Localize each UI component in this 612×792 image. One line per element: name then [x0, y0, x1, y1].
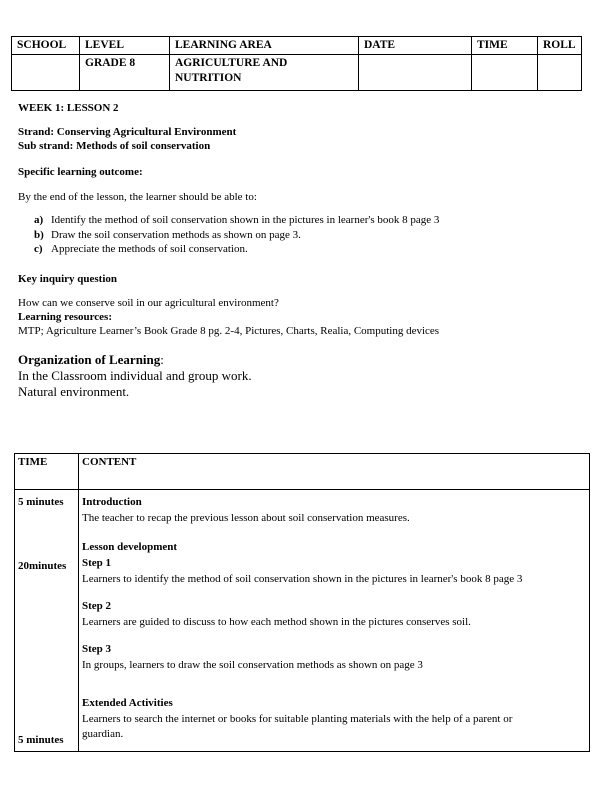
level-value: GRADE 8: [80, 55, 170, 91]
step-3-heading: Step 3: [82, 643, 112, 655]
development-heading: Lesson development: [82, 541, 178, 553]
outcome-text: Identify the method of soil conservation shown in the pictures in learner's book 8 page 3: [51, 214, 440, 226]
roll-value: [538, 55, 582, 91]
learning-area-header: LEARNING AREA: [170, 37, 359, 55]
strand: Strand: Conserving Agricultural Environment: [18, 126, 237, 138]
outcome-key: b): [34, 229, 44, 241]
outcome-key: a): [34, 214, 44, 226]
step-1-text: Learners to identify the method of soil conservation shown in the pictures in learner's book 8 page 3: [82, 573, 523, 585]
school-value: [12, 55, 80, 91]
resources-text: MTP; Agriculture Learner’s Book Grade 8 pg. 2-4, Pictures, Charts, Realia, Computing devices: [18, 325, 440, 337]
date-header: DATE: [359, 37, 472, 55]
time-extended: 5 minutes: [18, 734, 64, 746]
level-header: LEVEL: [80, 37, 170, 55]
step-3-text: In groups, learners to draw the soil conservation methods as shown on page 3: [82, 659, 423, 671]
date-value: [359, 55, 472, 91]
resources-heading: Learning resources:: [18, 311, 112, 323]
time-intro: 5 minutes: [18, 496, 64, 508]
plan-content-header: CONTENT: [82, 456, 137, 468]
time-value: [472, 55, 538, 91]
organization-colon: :: [160, 352, 164, 367]
kiq-text: How can we conserve soil in our agricultural environment?: [18, 297, 279, 309]
outcome-key: c): [34, 243, 43, 255]
learning-area-value: AGRICULTURE AND NUTRITION: [170, 55, 359, 91]
header-values-row: [12, 55, 582, 91]
outcome-text: Draw the soil conservation methods as shown on page 3.: [51, 229, 301, 241]
outcome-text: Appreciate the methods of soil conservation.: [51, 243, 248, 255]
organization-line-1: In the Classroom individual and group work.: [18, 368, 252, 383]
extended-heading: Extended Activities: [82, 697, 173, 709]
step-2-heading: Step 2: [82, 600, 112, 612]
intro-text: The teacher to recap the previous lesson about soil conservation measures.: [82, 512, 410, 524]
plan-time-header: TIME: [18, 456, 48, 468]
outcome-item: [34, 214, 439, 226]
step-1-heading: Step 1: [82, 557, 112, 569]
extended-text-1: Learners to search the internet or books for suitable planting materials with the help of a parent or: [82, 713, 513, 725]
header-table: [11, 36, 582, 91]
intro-heading: Introduction: [82, 496, 142, 508]
header-row: [12, 37, 582, 55]
slo-intro: By the end of the lesson, the learner should be able to:: [18, 191, 257, 203]
outcome-item: [34, 229, 301, 241]
organization-line-2: Natural environment.: [18, 384, 130, 399]
organization-heading: [18, 352, 164, 368]
plan-content-header-cell: [79, 454, 590, 490]
kiq-heading: Key inquiry question: [18, 273, 118, 285]
organization-title: Organization of Learning: [18, 352, 161, 367]
slo-heading: Specific learning outcome:: [18, 166, 143, 178]
extended-text-2: guardian.: [82, 728, 124, 740]
week-lesson: WEEK 1: LESSON 2: [18, 102, 119, 114]
plan-time-cell: [15, 490, 79, 752]
step-2-text: Learners are guided to discuss to how each method shown in the pictures conserves soil.: [82, 616, 471, 628]
school-header: SCHOOL: [12, 37, 80, 55]
time-development: 20minutes: [18, 560, 67, 572]
time-header: TIME: [472, 37, 538, 55]
roll-header: ROLL: [538, 37, 582, 55]
outcome-item: [34, 243, 248, 255]
sub-strand: Sub strand: Methods of soil conservation: [18, 140, 211, 152]
